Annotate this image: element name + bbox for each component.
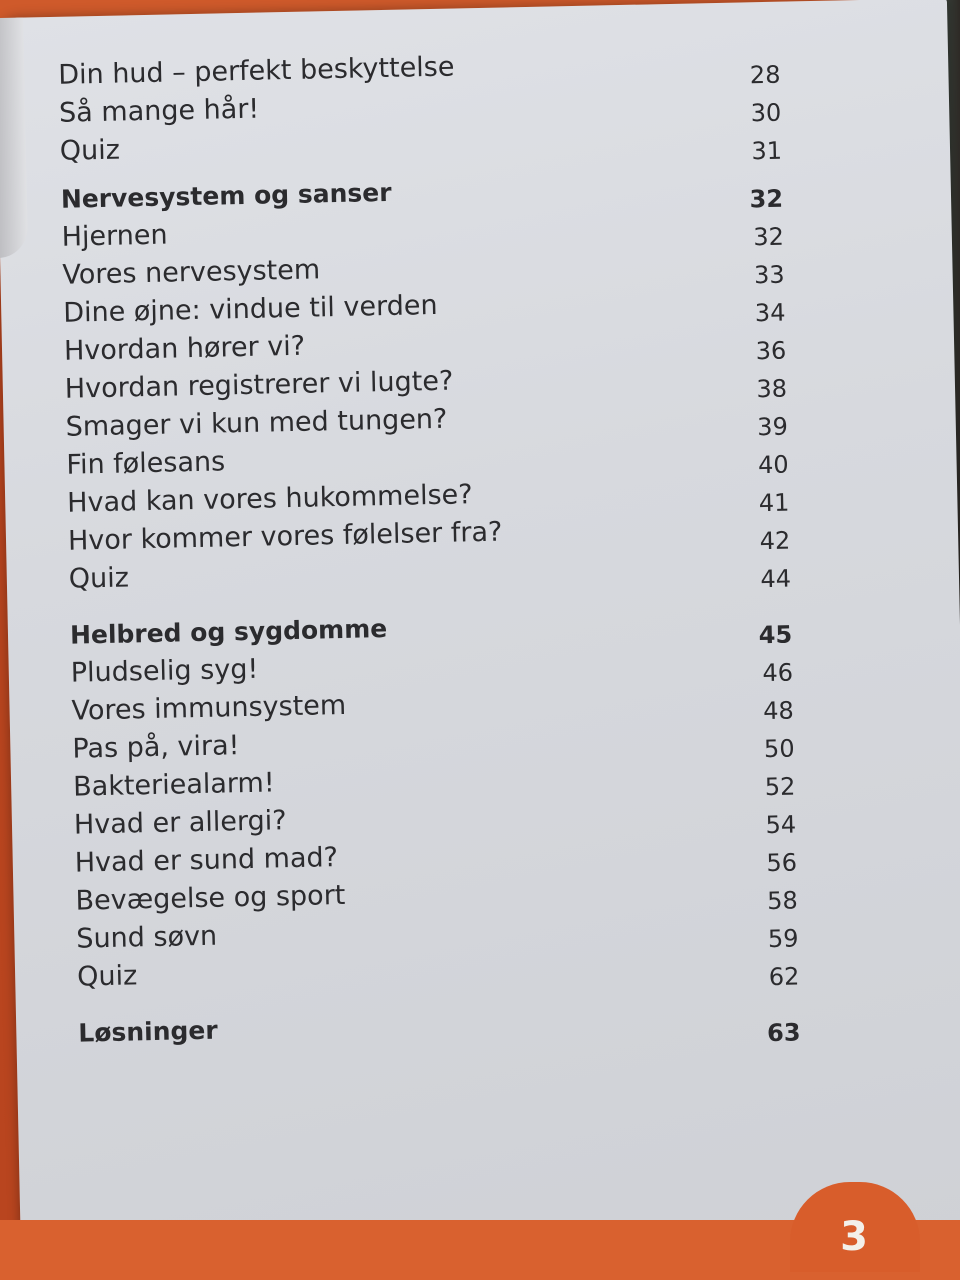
toc-title: Fin følesans [66, 446, 226, 481]
toc-title: Hvad er sund mad? [74, 842, 339, 879]
toc-title: Quiz [76, 960, 138, 993]
toc-page-number: 33 [753, 260, 785, 290]
toc-title: Hjernen [61, 219, 168, 253]
toc-page-number: 48 [762, 696, 795, 726]
toc-title: Hvordan hører vi? [63, 330, 306, 367]
previous-page-edge [0, 18, 28, 259]
toc-page-number: 32 [749, 184, 784, 214]
toc-title: Bakteriealarm! [72, 767, 275, 803]
toc-page-number: 42 [759, 526, 791, 556]
toc-page-number: 59 [767, 924, 799, 954]
toc-title: Quiz [59, 134, 121, 167]
toc-section-title: Nervesystem og sanser [60, 177, 392, 214]
toc-page-number: 41 [758, 488, 790, 518]
toc-page-number: 45 [758, 620, 793, 650]
toc-page-number: 58 [766, 886, 799, 916]
toc-page-number: 52 [764, 772, 796, 802]
toc-title: Hvad er allergi? [73, 805, 287, 841]
toc-title: Quiz [68, 562, 130, 595]
toc-section-title: Helbred og sygdomme [69, 614, 388, 650]
toc-title: Hvor kommer vores følelser fra? [67, 516, 503, 557]
toc-page-number: 32 [752, 222, 785, 252]
toc-page-number: 31 [751, 136, 783, 166]
toc-page-number: 36 [755, 336, 787, 366]
toc-title: Din hud – perfekt beskyttelse [57, 51, 455, 91]
toc-title: Bevægelse og sport [75, 879, 346, 917]
toc-page-number: 50 [763, 734, 795, 764]
toc-title: Pludselig syg! [70, 653, 259, 689]
toc-page-number: 44 [760, 564, 792, 594]
toc-title: Dine øjne: vindue til verden [62, 289, 438, 329]
toc-title: Vores nervesystem [62, 254, 321, 291]
toc-page-number: 30 [750, 98, 782, 128]
toc-page-number: 39 [756, 412, 789, 442]
toc-page-number: 40 [757, 450, 789, 480]
toc-title: Smager vi kun med tungen? [65, 403, 448, 443]
toc-page-number: 56 [766, 848, 798, 878]
toc-title: Hvad kan vores hukommelse? [66, 479, 473, 519]
toc-page-number: 62 [768, 962, 800, 992]
toc-title: Hvordan registrerer vi lugte? [64, 365, 454, 405]
toc-section-title: Løsninger [78, 1015, 218, 1048]
toc-title: Sund søvn [76, 920, 218, 955]
toc-page-number: 63 [766, 1018, 801, 1048]
toc-title: Pas på, vira! [72, 730, 240, 765]
toc-page-number: 34 [754, 298, 786, 328]
toc-page-number: 38 [756, 374, 788, 404]
toc-title: Vores immunsystem [71, 689, 347, 727]
toc-title: Så mange hår! [58, 93, 260, 129]
toc-page-number: 54 [765, 810, 797, 840]
table-of-contents [58, 40, 859, 1052]
page-number: 3 [840, 1214, 868, 1260]
toc-page-number: 46 [762, 658, 794, 688]
toc-page-number: 28 [749, 60, 781, 90]
